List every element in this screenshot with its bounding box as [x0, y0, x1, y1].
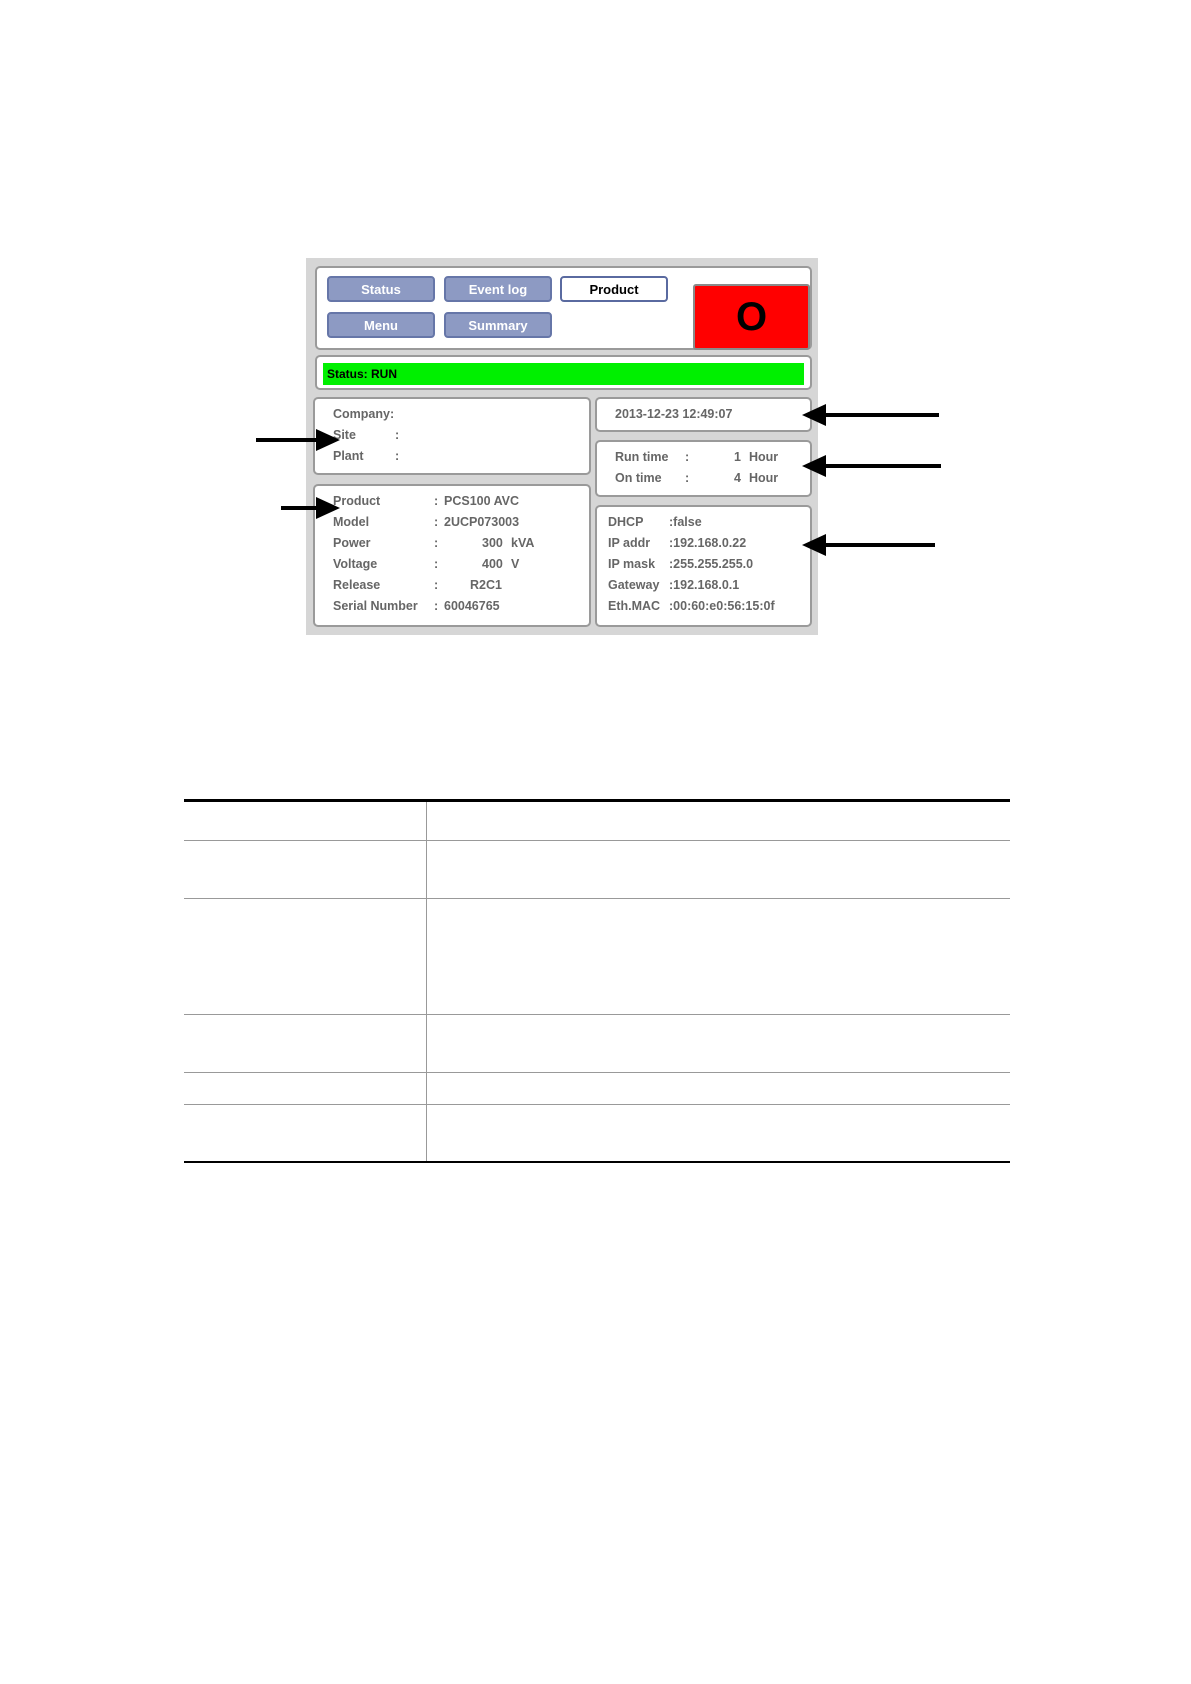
run-time-separator: : — [685, 450, 690, 464]
network-panel — [595, 505, 812, 627]
network-value: :255.255.255.0 — [669, 557, 754, 571]
product-info-separator: : — [434, 536, 439, 550]
network-label: Eth.MAC — [608, 599, 661, 613]
time-counters-panel — [595, 440, 812, 497]
callout-arrow-datetime — [824, 413, 939, 417]
product-info-value: R2C1 — [470, 578, 502, 592]
run-time-label: Run time — [615, 450, 669, 464]
on-time-unit: Hour — [749, 471, 779, 485]
product-info-label: Serial Number — [333, 599, 418, 613]
run-time-value: 1 — [734, 450, 741, 464]
site-info-panel — [313, 397, 591, 475]
summary-button[interactable]: Summary — [444, 312, 552, 338]
product-info-label: Model — [333, 515, 370, 529]
table-row-rule — [184, 840, 1010, 841]
callout-arrow-network — [824, 543, 935, 547]
network-label: DHCP — [608, 515, 644, 529]
table-row-rule — [184, 1104, 1010, 1105]
product-info-separator: : — [434, 578, 439, 592]
product-info-label: Product — [333, 494, 381, 508]
product-info-value: 2UCP073003 — [444, 515, 520, 529]
product-info-unit: kVA — [511, 536, 535, 550]
network-label: IP addr — [608, 536, 651, 550]
product-info-label: Release — [333, 578, 381, 592]
plant-label: Plant — [333, 449, 364, 463]
product-info-separator: : — [434, 557, 439, 571]
product-info-label: Power — [333, 536, 371, 550]
status-bar: Status: RUN — [323, 363, 804, 385]
site-label: Site — [333, 428, 356, 442]
network-value: :00:60:e0:56:15:0f — [669, 599, 775, 613]
product-info-value: 300 — [482, 536, 503, 550]
network-value: :192.168.0.1 — [669, 578, 740, 592]
on-time-label: On time — [615, 471, 662, 485]
callout-arrow-product-info — [281, 506, 318, 510]
table-row-rule — [184, 1014, 1010, 1015]
status-panel — [315, 355, 812, 390]
nav-panel — [315, 266, 812, 350]
table-bottom-rule — [184, 1161, 1010, 1163]
event-log-button[interactable]: Event log — [444, 276, 552, 302]
network-value: :192.168.0.22 — [669, 536, 747, 550]
network-label: IP mask — [608, 557, 656, 571]
callout-arrow-time-counters — [824, 464, 941, 468]
company-label: Company: — [333, 407, 395, 421]
hmi-screenshot — [306, 258, 818, 635]
datetime-panel — [595, 397, 812, 432]
callout-arrow-site-info — [256, 438, 318, 442]
off-button[interactable]: O — [693, 284, 810, 350]
menu-button[interactable]: Menu — [327, 312, 435, 338]
product-info-panel — [313, 484, 591, 627]
product-info-value: 60046765 — [444, 599, 500, 613]
status-button[interactable]: Status — [327, 276, 435, 302]
table-row-rule — [184, 898, 1010, 899]
on-time-separator: : — [685, 471, 690, 485]
product-info-separator: : — [434, 494, 439, 508]
product-info-unit: V — [511, 557, 520, 571]
plant-separator: : — [395, 449, 400, 463]
product-button[interactable]: Product — [560, 276, 668, 302]
product-info-value: 400 — [482, 557, 503, 571]
table-top-rule — [184, 799, 1010, 802]
product-info-separator: : — [434, 515, 439, 529]
product-info-value: PCS100 AVC — [444, 494, 520, 508]
network-label: Gateway — [608, 578, 660, 592]
run-time-unit: Hour — [749, 450, 779, 464]
table-column-divider — [426, 802, 427, 1161]
product-info-separator: : — [434, 599, 439, 613]
product-info-label: Voltage — [333, 557, 378, 571]
network-value: :false — [669, 515, 702, 529]
site-separator: : — [395, 428, 400, 442]
on-time-value: 4 — [734, 471, 741, 485]
table-row-rule — [184, 1072, 1010, 1073]
datetime-value: 2013-12-23 12:49:07 — [615, 407, 733, 421]
description-table — [184, 799, 1010, 1163]
